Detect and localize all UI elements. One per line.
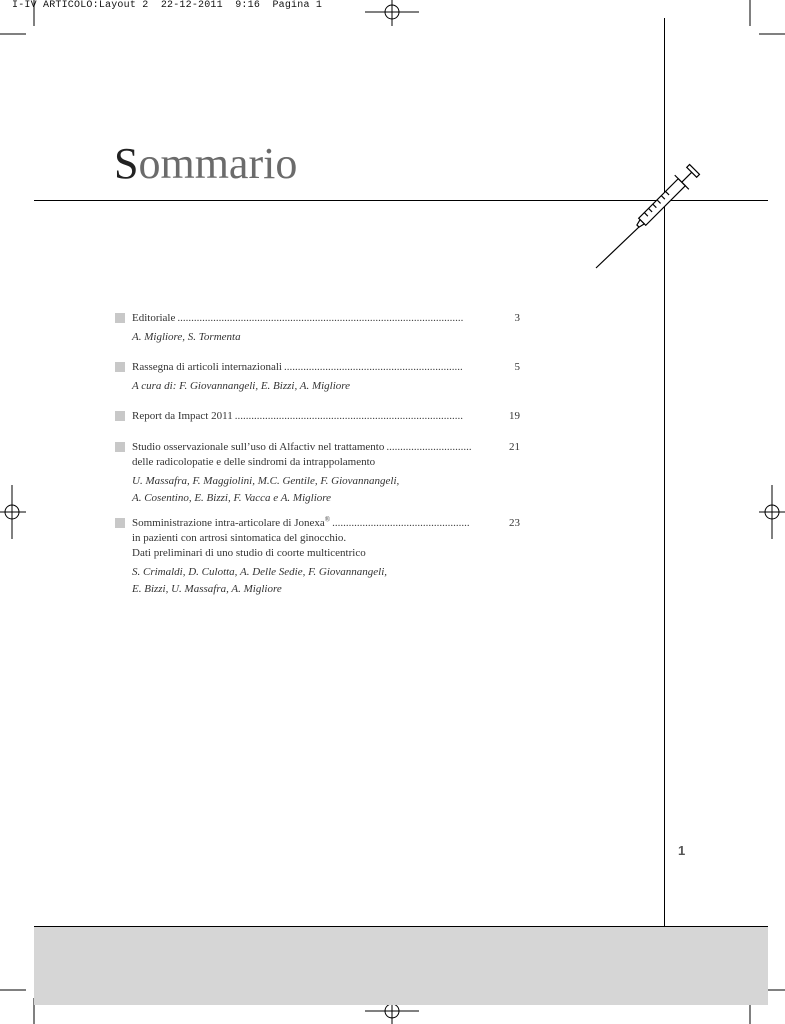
toc-entry-authors: A cura di: F. Giovannangeli, E. Bizzi, A. Migliore [132, 380, 351, 392]
toc-entry-title: Rassegna di articoli internazionali [132, 361, 282, 373]
title-rest: ommario [138, 139, 298, 188]
print-slug: I-IV ARTICOLO:Layout 2 22-12-2011 9:16 Pagina 1 [12, 0, 323, 11]
toc-page-number: 5 [514, 361, 520, 373]
toc-bullet [115, 313, 125, 323]
toc-leader-dots: ................................................................................... [234, 410, 463, 422]
toc-leader-dots: ........................................................................................................ [177, 312, 464, 324]
page-title [114, 138, 297, 189]
toc-entry-title-continuation: delle radicolopatie e delle sindromi da intrappolamento [132, 456, 376, 468]
toc-bullet [115, 411, 125, 421]
toc-leader-dots: .................................................. [332, 517, 470, 529]
toc-entry-title-continuation: Dati preliminari di uno studio di coorte multicentrico [132, 547, 366, 559]
toc-entry-title-continuation: in pazienti con artrosi sintomatica del ginocchio. [132, 532, 347, 544]
toc-bullet [115, 362, 125, 372]
toc-entry-authors: S. Crimaldi, D. Culotta, A. Delle Sedie, F. Giovannangeli, [132, 566, 388, 578]
page-number: 1 [678, 843, 686, 858]
toc-entry-title: Somministrazione intra-articolare di Jonexa [132, 517, 325, 529]
toc-bullet [115, 442, 125, 452]
registration-mark-right [759, 485, 785, 539]
toc-entry-rassegna[interactable] [115, 360, 520, 394]
toc-entry-authors: E. Bizzi, U. Massafra, A. Migliore [132, 583, 282, 595]
toc-entry-title: Studio osservazionale sull’uso di Alfactiv nel trattamento [132, 441, 385, 453]
toc-entry-jonexa[interactable] [115, 516, 520, 597]
toc-leader-dots: ................................................................. [283, 361, 463, 373]
toc-bullet [115, 518, 125, 528]
toc-entry-authors: U. Massafra, F. Maggiolini, M.C. Gentile, F. Giovannangeli, [132, 475, 400, 487]
toc-entry-title-wrap [132, 516, 330, 531]
toc-entry-studio-alfactiv[interactable] [115, 440, 520, 506]
footer-band [34, 927, 768, 1005]
toc-entry-authors: A. Migliore, S. Tormenta [132, 331, 241, 343]
toc-entry-title: Report da Impact 2011 [132, 410, 233, 422]
registered-mark: ® [324, 515, 331, 524]
registration-mark-left [0, 485, 26, 539]
toc-entry-title: Editoriale [132, 312, 176, 324]
toc-leader-dots: ............................... [386, 441, 472, 453]
registration-mark-top [365, 0, 419, 26]
toc-page-number: 21 [509, 441, 520, 453]
toc-entry-authors: A. Cosentino, E. Bizzi, F. Vacca e A. Migliore [132, 492, 331, 504]
toc-page-number: 23 [509, 517, 520, 529]
toc-page-number: 3 [514, 312, 520, 324]
toc-entry-report[interactable] [115, 409, 520, 424]
toc-entry-editoriale[interactable] [115, 311, 520, 345]
title-first-letter: S [114, 139, 139, 188]
syringe-icon [590, 150, 720, 275]
toc-page-number: 19 [509, 410, 520, 422]
